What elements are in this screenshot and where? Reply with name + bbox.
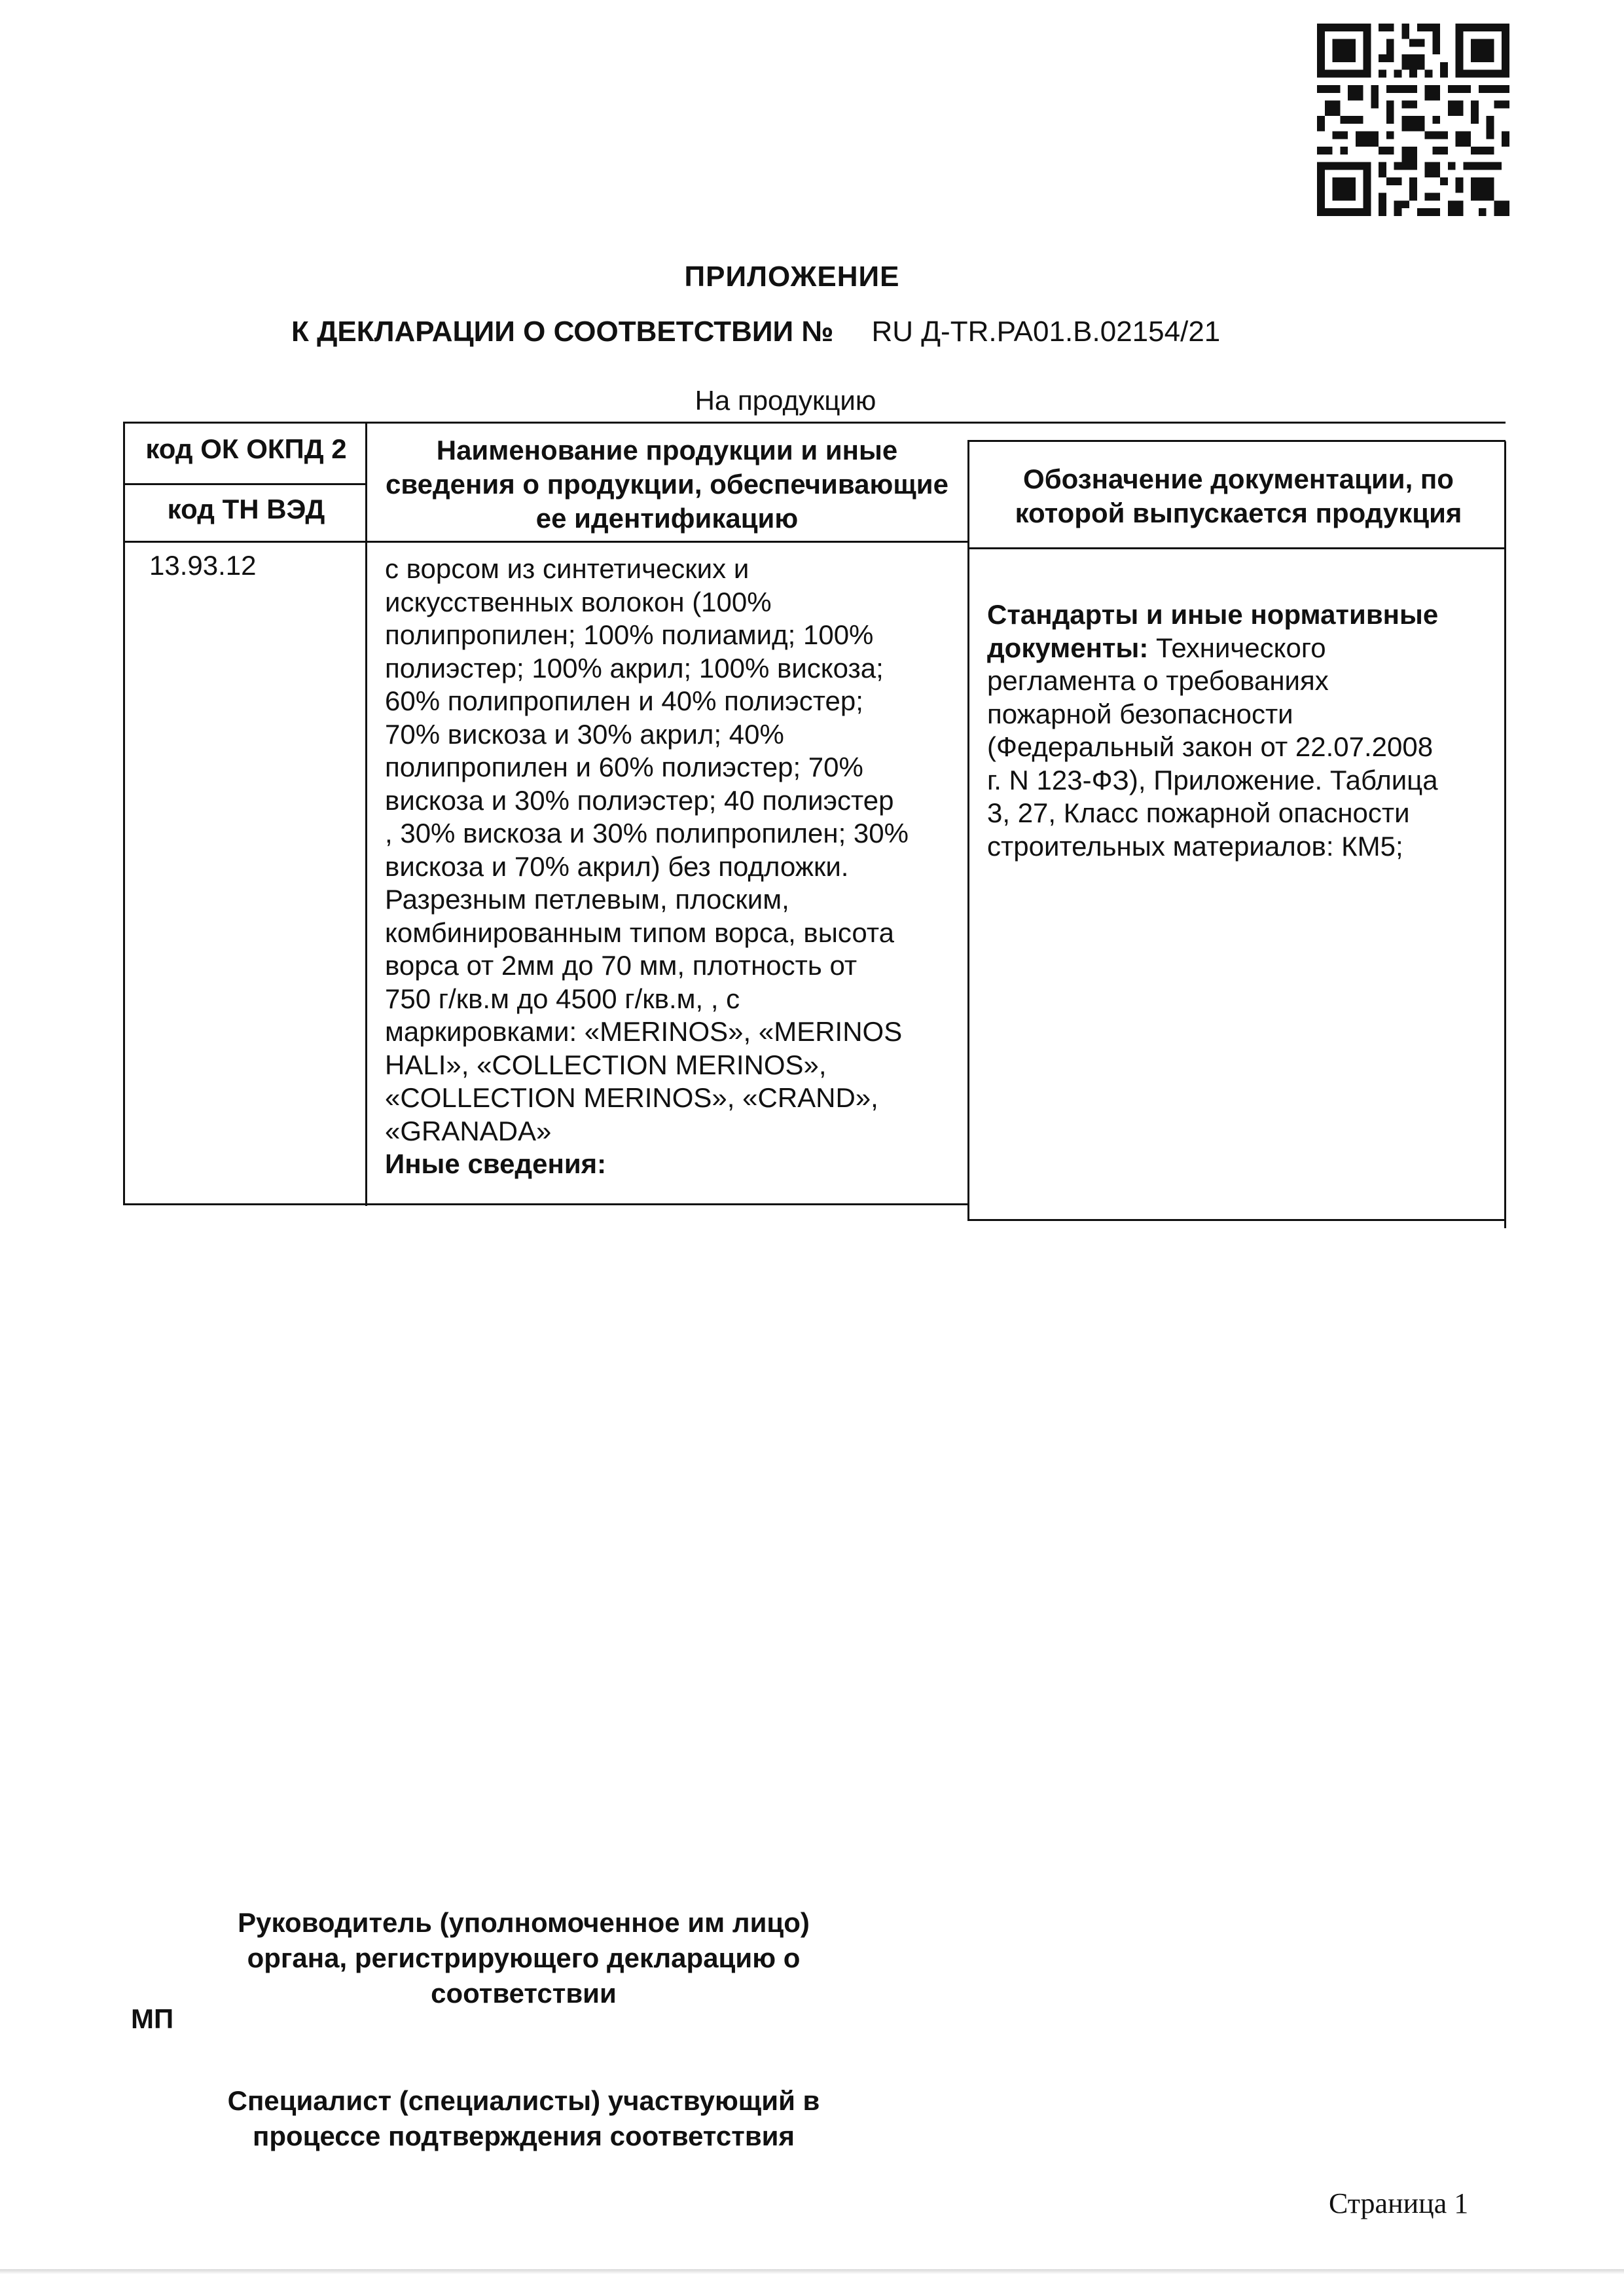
- description-line: полиэстер; 100% акрил; 100% вискоза;: [385, 652, 884, 683]
- header-product-name: Наименование продукции и иные сведения о продукции, обеспечивающие ее идентификацию: [386, 435, 948, 534]
- description-line: HALI», «COLLECTION MERINOS»,: [385, 1049, 827, 1080]
- declaration-label: К ДЕКЛАРАЦИИ О СООТВЕТСТВИИ №: [291, 316, 834, 348]
- product-description: [385, 553, 969, 1181]
- qr-code: [1317, 24, 1509, 216]
- description-line: , 30% вискоза и 30% полипропилен; 30%: [385, 818, 909, 848]
- description-line: Разрезным петлевым, плоским,: [385, 884, 789, 915]
- head-line: Руководитель (уполномоченное им лицо): [238, 1907, 810, 1938]
- declaration-line: [291, 316, 1220, 348]
- description-line: «COLLECTION MERINOS», «CRAND»,: [385, 1082, 878, 1113]
- stamp-placeholder: МП: [131, 2003, 174, 2034]
- description-line: полипропилен и 60% полиэстер; 70%: [385, 752, 863, 782]
- description-line: 70% вискоза и 30% акрил; 40%: [385, 718, 784, 750]
- other-info-label: Иные сведения:: [385, 1148, 607, 1179]
- description-line: 60% полипропилен и 40% полиэстер;: [385, 685, 863, 716]
- doc-line: регламента о требованиях: [987, 665, 1329, 696]
- subtitle: На продукцию: [695, 385, 876, 416]
- head-line: органа, регистрирующего декларацию о: [247, 1942, 801, 1973]
- page-number: Страница 1: [1329, 2187, 1469, 2219]
- description-line: маркировками: «MERINOS», «MERINOS: [385, 1016, 903, 1047]
- doc-line: 3, 27, Класс пожарной опасности: [987, 797, 1410, 828]
- header-okpd: код ОК ОКПД 2: [145, 433, 347, 464]
- specialist-line: процессе подтверждения соответствия: [253, 2121, 795, 2151]
- specialist-line: Специалист (специалисты) участвующий в: [227, 2085, 820, 2116]
- description-line: ворса от 2мм до 70 мм, плотность от: [385, 950, 857, 981]
- doc-line: пожарной безопасности: [987, 698, 1293, 729]
- doc-text: Технического: [1148, 632, 1326, 663]
- doc-bold-line: документы:: [987, 632, 1149, 663]
- description-line: «GRANADA»: [385, 1115, 552, 1146]
- doc-bold-line: Стандарты и иные нормативные: [987, 599, 1439, 630]
- description-line: с ворсом из синтетических и: [385, 553, 749, 584]
- declaration-number: RU Д-TR.PA01.B.02154/21: [871, 316, 1221, 348]
- doc-line: г. N 123-ФЗ), Приложение. Таблица: [987, 764, 1438, 795]
- description-line: полипропилен; 100% полиамид; 100%: [385, 619, 874, 650]
- description-line: вискоза и 30% полиэстер; 40 полиэстер: [385, 784, 894, 816]
- header-documentation: Обозначение документации, по которой выпускается продукция: [1015, 464, 1462, 528]
- doc-line: (Федеральный закон от 22.07.2008: [987, 731, 1434, 762]
- head-line: соответствии: [431, 1978, 617, 2009]
- description-line: 750 г/кв.м до 4500 г/кв.м, , с: [385, 983, 740, 1014]
- scan-edge: [0, 2269, 1624, 2274]
- documentation-text: [987, 598, 1498, 863]
- description-line: искусственных волокон (100%: [385, 586, 772, 617]
- description-line: вискоза и 70% акрил) без подложки.: [385, 850, 849, 882]
- specialist-signature-block: [183, 2083, 864, 2154]
- product-code: 13.93.12: [149, 550, 257, 581]
- doc-line: строительных материалов: КМ5;: [987, 830, 1403, 862]
- description-line: комбинированным типом ворса, высота: [385, 917, 894, 948]
- header-tnved: код ТН ВЭД: [167, 494, 325, 524]
- head-signature-block: [196, 1905, 851, 2011]
- document-title: ПРИЛОЖЕНИЕ: [684, 261, 900, 293]
